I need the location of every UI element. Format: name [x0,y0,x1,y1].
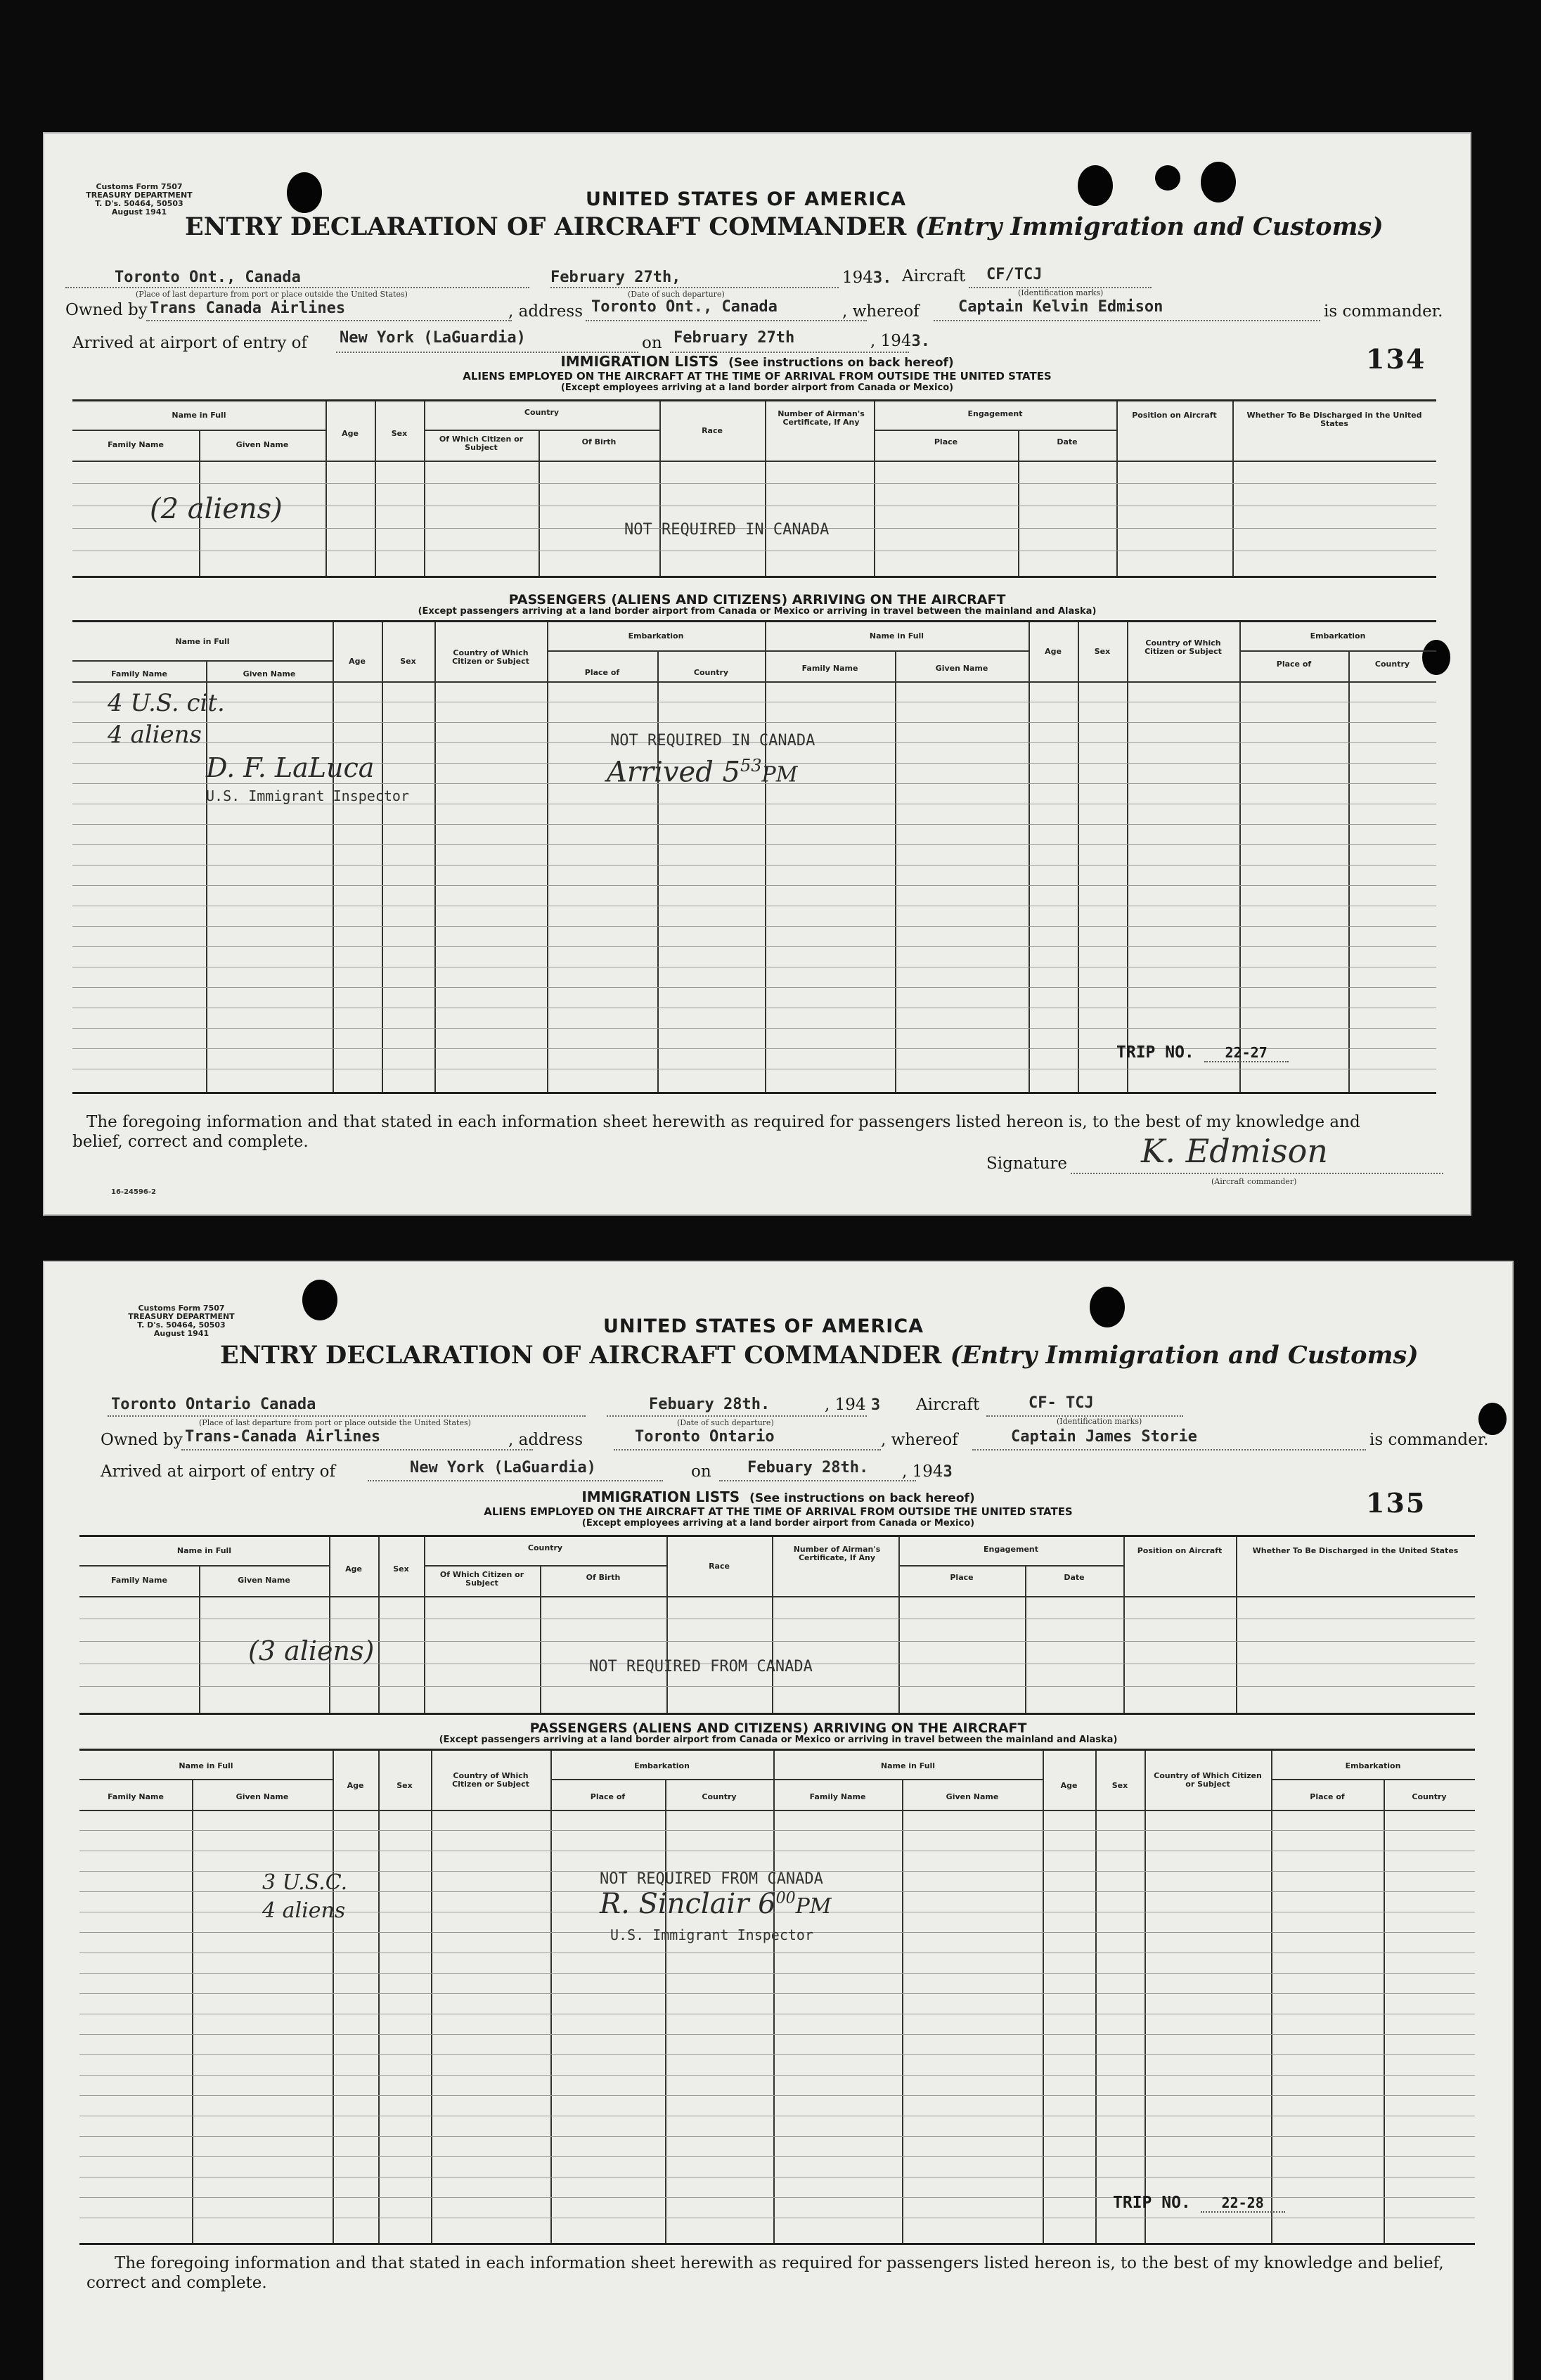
owner: Trans-Canada Airlines [185,1428,381,1446]
arrival-airport: New York (LaGuardia) [410,1459,596,1477]
owner-address: Toronto Ontario [635,1428,775,1446]
country-heading: UNITED STATES OF AMERICA [586,188,907,210]
arrival-time-note: Arrived $5^{53}PM$ [607,756,798,789]
inspector-title: U.S. Immigrant Inspector [206,787,409,804]
entry-declaration-form-134: Customs Form 7507 TREASURY DEPARTMENT T. D's. 50464, 50503 August 1941 UNITED STATES OF AMERICA ENTRY DECLARATION OF AIRCRAFT COMMANDER (Entry Immigration and Customs) Toronto Ont., Canada (Place of last departure from port or place outside the United States) February 27th, (Date of such departure) 1943. Aircraft CF/TCJ (Identification marks) Owned by Trans Canada Airlines , address Toronto Ont., Canada , whereof Captain Kelvin Edmison is commander. Arrived at airport of entry of New York (LaGuardia) on February 27th , 1943. 134 IMMIGRATION LISTS (See instructions on back hereof) ALIENS EMPLOYED ON THE AIRCRAFT AT THE TIME OF ARRIVAL FROM OUTSIDE THE UNITED STATES (Except employees arriving at a land border airport from Canada or Mexico) Name in Full Family Name Given Name Age Sex Country Of Which Citizen or Subject Of Birth Race Number of Airman's Certificate, If Any Engagement Place Date Position on Aircraft Whether To Be Discharged in the United States (2 aliens) NOT REQUIRED IN CANADA PASSENGERS (ALIENS AND CITIZENS) ARRIVING ON THE AIRCRAFT (Except passengers arriving at a land border airport from Canada or Mexico or arriving in travel between the mainland and Alaska) Name in Full Family Name Given Name Age Sex Country of Which Citizen or Subject Embarkation Place of Country Name in Full Family Name Given Name Age Sex Country of Which Citizen or Subject Embarkation Place of Country 4 U.S. cit. 4 aliens D. F. LaLuca U.S. Immigrant Inspector NOT REQUIRED IN CANADA Arrived $5^{53}PM$ TRIP NO. 22-27 The foregoing information and that stated in each information sheet herewith as required for passengers listed hereon is, to the best of my knowledge and belief, correct and complete. Signature K. Edmison (Aircraft commander) 16-24596-2 [44,134,1470,1214]
departure-place: Toronto Ontario Canada [111,1396,316,1413]
inspector-title: U.S. Immigrant Inspector [610,1926,813,1943]
departure-place: Toronto Ont., Canada [115,269,301,286]
handwritten-alien-count: (3 aliens) [248,1635,375,1666]
form-title: ENTRY DECLARATION OF AIRCRAFT COMMANDER (Entry Immigration and Customs) [220,1341,1419,1370]
sheet-number: 134 [1366,343,1426,375]
certification-statement: The foregoing information and that stated in each information sheet herewith as required for passengers listed hereon is, to the best of my knowledge and belief, correct and complete. [86,2254,1444,2292]
commander-name: Captain James Storie [1011,1428,1197,1446]
aliens-employed-table: Name in Full Family Name Given Name Age Sex Country Of Which Citizen or Subject Of Birth Race Number of Airman's Certificate, If Any Engagement Place Date Position on Aircraft Whether To Be Discharged in the United States (2 aliens) NOT REQUIRED IN CANADA [72,399,1436,578]
owner-address: Toronto Ont., Canada [591,298,778,316]
owner: Trans Canada Airlines [150,300,346,317]
form-identifier: Customs Form 7507 TREASURY DEPARTMENT T. D's. 50464, 50503 August 1941 [128,1304,235,1338]
arrival-date: February 27th [673,329,795,347]
commander-signature: K. Edmison [1141,1132,1328,1170]
commander-name: Captain Kelvin Edmison [958,298,1163,316]
not-required-stamp: NOT REQUIRED FROM CANADA [600,1870,823,1888]
certification-statement: The foregoing information and that stated in each information sheet herewith as required for passengers listed hereon is, to the best of my knowledge and belief, correct and complete. [72,1113,1360,1151]
sheet-number: 135 [1366,1487,1426,1519]
aircraft-id: CF- TCJ [1029,1394,1094,1412]
handwritten-alien-count: 4 aliens [262,1898,346,1923]
aircraft-id: CF/TCJ [986,266,1043,283]
punch-hole [1201,162,1236,202]
trip-number: TRIP NO. 22-28 [1113,2194,1285,2213]
trip-number: TRIP NO. 22-27 [1116,1043,1289,1062]
country-heading: UNITED STATES OF AMERICA [603,1316,924,1337]
entry-declaration-form-135: Customs Form 7507 TREASURY DEPARTMENT T. D's. 50464, 50503 August 1941 UNITED STATES OF AMERICA ENTRY DECLARATION OF AIRCRAFT COMMANDER (Entry Immigration and Customs) Toronto Ontario Canada (Place of last departure from port or place outside the United States) Febuary 28th. (Date of such departure) , 194 3 Aircraft CF- TCJ (Identification marks) Owned by Trans-Canada Airlines , address Toronto Ontario , whereof Captain James Storie is commander. Arrived at airport of entry of New York (LaGuardia) on Febuary 28th. , 1943 135 IMMIGRATION LISTS (See instructions on back hereof) ALIENS EMPLOYED ON THE AIRCRAFT AT THE TIME OF ARRIVAL FROM OUTSIDE THE UNITED STATES (Except employees arriving at a land border airport from Canada or Mexico) Name in Full Family Name Given Name Age Sex Country Of Which Citizen or Subject Of Birth Race Number of Airman's Certificate, If Any Engagement Place Date Position on Aircraft Whether To Be Discharged in the United States (3 aliens) NOT REQUIRED FROM CANADA PASSENGERS (ALIENS AND CITIZENS) ARRIVING ON THE AIRCRAFT (Except passengers arriving at a land border airport from Canada or Mexico or arriving in travel between the mainland and Alaska) Name in Full Family Name Given Name Age Sex Country of Which Citizen or Subject Embarkation Place of Country Name in Full Family Name Given Name Age Sex Country of Which Citizen or Subject Embarkation Place of Country 3 U.S.C. 4 aliens NOT REQUIRED FROM CANADA R. Sinclair $6^{00}PM$ U.S. Immigrant Inspector TRIP NO. 22-28 The foregoing information and that stated in each information sheet herewith as required for passengers listed hereon is, to the best of my knowledge and belief, correct and complete. [44,1262,1512,2380]
punch-hole [287,172,322,213]
aliens-employed-table: Name in Full Family Name Given Name Age Sex Country Of Which Citizen or Subject Of Birth Race Number of Airman's Certificate, If Any Engagement Place Date Position on Aircraft Whether To Be Discharged in the United States (3 aliens) NOT REQUIRED FROM CANADA [79,1535,1475,1715]
passengers-table: Name in Full Family Name Given Name Age Sex Country of Which Citizen or Subject Embarkation Place of Country Name in Full Family Name Given Name Age Sex Country of Which Citizen or Subject Embarkation Place of Country 4 U.S. cit. 4 aliens D. F. LaLuca U.S. Immigrant Inspector NOT REQUIRED IN CANADA Arrived $5^{53}PM$ TRIP NO. 22-27 [72,620,1436,1094]
not-required-stamp: NOT REQUIRED FROM CANADA [589,1658,813,1675]
departure-date: Febuary 28th. [649,1396,770,1413]
arrival-airport: New York (LaGuardia) [340,329,526,347]
punch-hole [1078,165,1113,206]
not-required-stamp: NOT REQUIRED IN CANADA [624,521,830,539]
form-title: ENTRY DECLARATION OF AIRCRAFT COMMANDER (Entry Immigration and Customs) [185,212,1384,241]
inspector-signature: R. Sinclair $6^{00}PM$ [600,1888,832,1920]
arrival-date: Febuary 28th. [747,1459,869,1477]
handwritten-us-citizens: 3 U.S.C. [262,1870,348,1895]
punch-hole [1155,165,1180,191]
form-identifier: Customs Form 7507 TREASURY DEPARTMENT T. D's. 50464, 50503 August 1941 [86,182,193,217]
handwritten-alien-count: (2 aliens) [150,493,283,525]
departure-date: February 27th, [550,269,681,286]
inspector-signature: D. F. LaLuca [206,752,375,783]
not-required-stamp: NOT REQUIRED IN CANADA [610,732,815,750]
handwritten-us-citizens: 4 U.S. cit. [108,689,225,717]
punch-hole [1090,1287,1125,1327]
passengers-table: Name in Full Family Name Given Name Age Sex Country of Which Citizen or Subject Embarkation Place of Country Name in Full Family Name Given Name Age Sex Country of Which Citizen or Subject Embarkation Place of Country 3 U.S.C. 4 aliens NOT REQUIRED FROM CANADA R. Sinclair $6^{00}PM$ U.S. Immigrant Inspector TRIP NO. 22-28 [79,1749,1475,2245]
punch-hole [302,1280,337,1320]
handwritten-alien-count: 4 aliens [108,721,202,749]
